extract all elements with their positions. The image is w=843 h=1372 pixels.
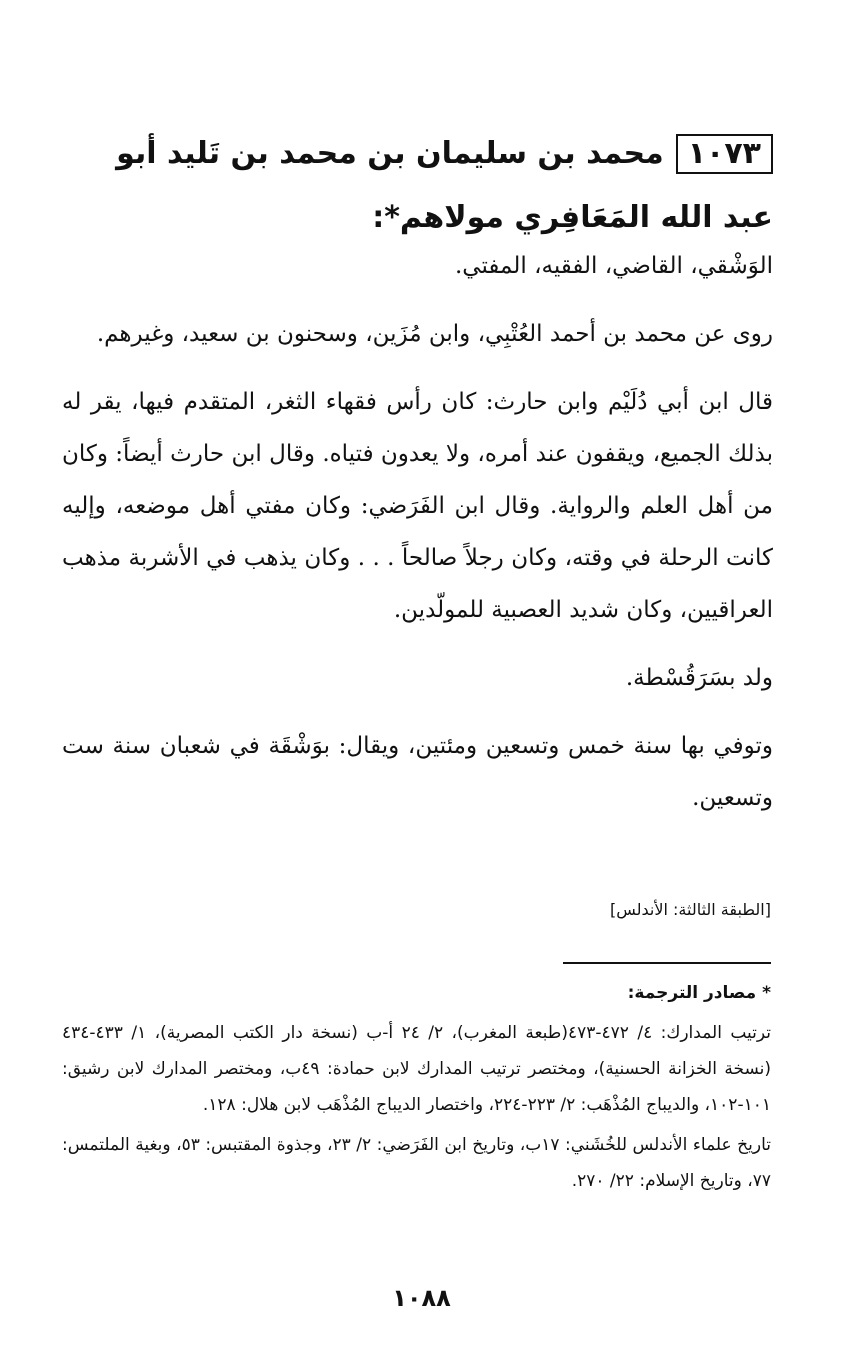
category-note: [الطبقة الثالثة: الأندلس] bbox=[610, 900, 771, 919]
source-item: ترتيب المدارك: ٤/ ٤٧٢-٤٧٣(طبعة المغرب)، ٢/ ٢٤ أ-ب (نسخة دار الكتب المصرية)، ١/ ٤٣٣-٤٣٤ (نسخة الخزانة الحسنية)، ومختصر ترتيب المدارك لابن حمادة: ٤٩ب، ومختصر المدارك لابن رشيق: ١٠١-١٠٢، والديباج المُذْهَب: ٢/ ٢٢٣-٢٢٤، واختصار الديباج المُذْهَب لابن هلال: ١٢٨. bbox=[62, 1023, 771, 1115]
paragraph-quotes: قال ابن أبي دُلَيْم وابن حارث: كان رأس فقهاء الثغر، المتقدم فيها، يقر له بذلك الجميع، ويقفون عند أمره، ولا يعدون فتياه. وقال ابن حارث أيضاً: وكان من أهل العلم والرواية. وقال ابن الفَرَضي: وكان مفتي أهل موضعه، وإليه كانت الرحلة في وقته، وكان رجلاً صالحاً . . . وكان يذهب في الأشربة مذهب العراقيين، وكان شديد العصبية للمولّدين. bbox=[62, 389, 773, 623]
paragraph-death: وتوفي بها سنة خمس وتسعين ومئتين، ويقال: بوَشْقَة في شعبان سنة ست وتسعين. bbox=[62, 733, 773, 811]
paragraph-narrators: روى عن محمد بن أحمد العُتْبِي، وابن مُزَين، وسحنون بن سعيد، وغيرهم. bbox=[96, 321, 773, 347]
footnote-divider bbox=[563, 962, 771, 964]
sources-title: * مصادر الترجمة: bbox=[627, 983, 771, 1003]
page-number: ١٠٨٨ bbox=[392, 1284, 451, 1312]
paragraph-titles: الوَشْقي، القاضي، الفقيه، المفتي. bbox=[455, 253, 773, 279]
entry-number-box: ١٠٧٣ bbox=[676, 134, 773, 174]
source-item: تاريخ علماء الأندلس للخُشَني: ١٧ب، وتاريخ ابن الفَرَضي: ٢/ ٢٣، وجذوة المقتبس: ٥٣، وبغية الملتمس: ٧٧، وتاريخ الإسلام: ٢٢/ ٢٧٠. bbox=[62, 1135, 771, 1191]
sources-footnote bbox=[62, 975, 771, 1203]
entry-heading bbox=[60, 122, 773, 250]
entry-body bbox=[62, 240, 773, 840]
paragraph-birth: ولد بسَرَقُسْطة. bbox=[625, 665, 773, 691]
entry-title: محمد بن سليمان بن محمد بن تَليد أبو عبد الله المَعَافِري مولاهم*: bbox=[116, 136, 773, 235]
